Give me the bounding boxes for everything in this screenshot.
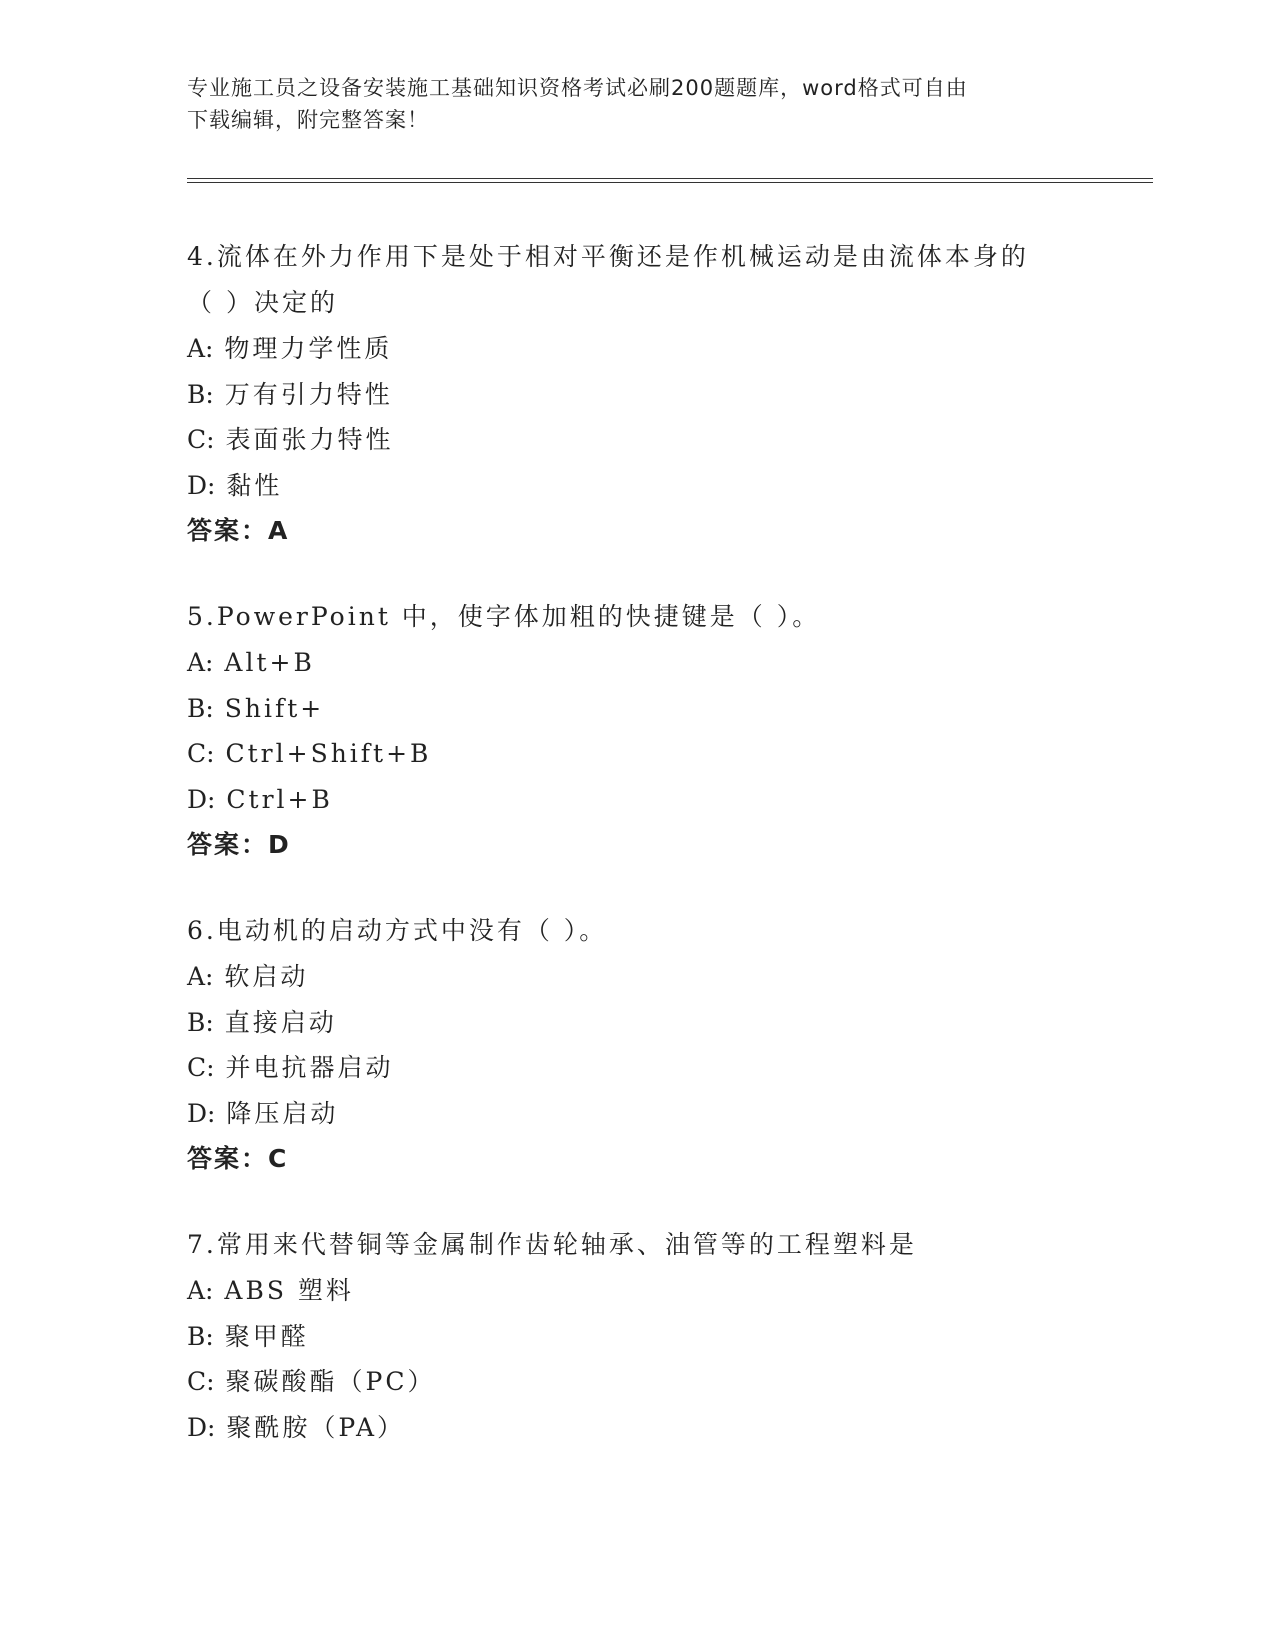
option-text: 万有引力特性 [213, 379, 393, 409]
option-text: Ctrl+Shift+B [214, 739, 432, 768]
option-letter: C: [187, 1053, 215, 1082]
option-b [187, 1000, 1147, 1046]
header-divider-top [187, 178, 1153, 179]
question-stem-continued: （ ）决定的 [187, 288, 338, 317]
answer-label: 答案：D [187, 830, 291, 859]
option-c [187, 417, 1147, 463]
option-letter: B: [187, 693, 214, 723]
answer-label: 答案：C [187, 1144, 289, 1173]
option-text: Alt+B [213, 648, 315, 677]
option-text: 并电抗器启动 [214, 1053, 394, 1082]
option-letter: A: [187, 1276, 214, 1305]
option-letter: D: [187, 1412, 216, 1442]
option-d [187, 1405, 1147, 1451]
option-letter: B: [187, 379, 214, 409]
option-text: 聚碳酸酯（PC） [214, 1367, 436, 1396]
option-d [187, 463, 1147, 509]
option-letter: A: [187, 334, 214, 363]
option-text: ABS 塑料 [213, 1276, 354, 1305]
header-divider-bottom [187, 182, 1153, 183]
option-text: 直接启动 [213, 1007, 337, 1037]
option-a [187, 1268, 1147, 1314]
question-5 [187, 594, 1147, 868]
header-line-2: 下载编辑，附完整答案！ [187, 108, 429, 132]
option-text: 表面张力特性 [214, 425, 394, 454]
option-letter: D: [187, 470, 216, 500]
option-letter: A: [187, 962, 214, 991]
option-text: 物理力学性质 [213, 334, 393, 363]
question-list [187, 234, 1147, 1490]
option-b [187, 1314, 1147, 1360]
option-text: 降压启动 [215, 1098, 339, 1128]
question-stem: 7.常用来代替铜等金属制作齿轮轴承、油管等的工程塑料是 [187, 1230, 917, 1259]
option-text: 黏性 [215, 470, 283, 500]
option-letter: B: [187, 1007, 214, 1037]
option-letter: C: [187, 739, 215, 768]
option-text: Ctrl+B [215, 784, 333, 814]
option-letter: D: [187, 1098, 216, 1128]
header-line-1: 专业施工员之设备安装施工基础知识资格考试必刷200题题库，word格式可自由 [187, 76, 968, 100]
option-letter: A: [187, 648, 214, 677]
option-a [187, 640, 1147, 686]
option-a [187, 954, 1147, 1000]
question-4 [187, 234, 1147, 554]
option-c [187, 1359, 1147, 1405]
question-stem: 6.电动机的启动方式中没有（ ）。 [187, 916, 608, 945]
option-letter: C: [187, 425, 215, 454]
option-c [187, 1045, 1147, 1091]
option-b [187, 372, 1147, 418]
option-b [187, 686, 1147, 732]
option-text: 聚酰胺（PA） [215, 1412, 405, 1442]
option-a [187, 326, 1147, 372]
option-text: 软启动 [213, 962, 309, 991]
question-stem: 4.流体在外力作用下是处于相对平衡还是作机械运动是由流体本身的 [187, 242, 1029, 271]
document-header [187, 72, 1087, 136]
option-letter: C: [187, 1367, 215, 1396]
answer-label: 答案：A [187, 516, 290, 545]
option-d [187, 1091, 1147, 1137]
option-letter: D: [187, 784, 216, 814]
option-text: 聚甲醛 [213, 1321, 309, 1351]
option-letter: B: [187, 1321, 214, 1351]
option-c [187, 731, 1147, 777]
question-6 [187, 908, 1147, 1182]
option-d [187, 777, 1147, 823]
question-stem: 5.PowerPoint 中，使字体加粗的快捷键是（ ）。 [187, 602, 821, 631]
question-7 [187, 1222, 1147, 1450]
option-text: Shift+ [213, 693, 325, 723]
